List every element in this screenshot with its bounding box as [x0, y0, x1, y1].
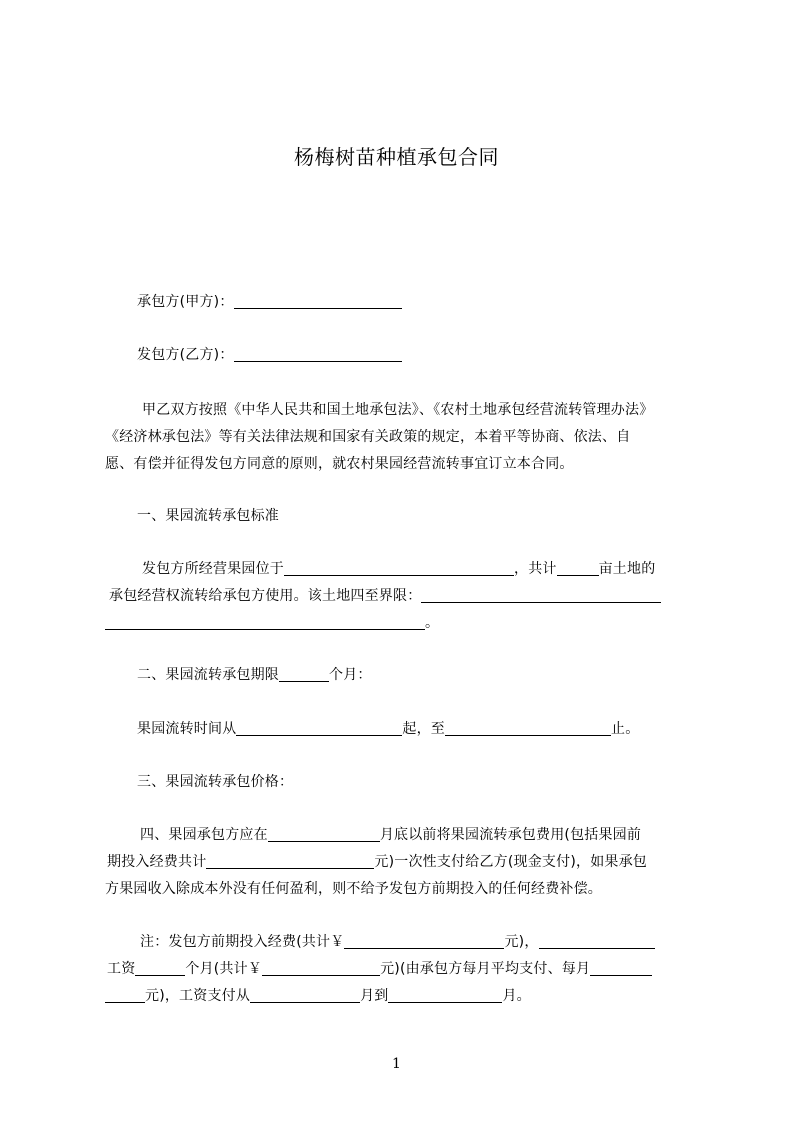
note-text-c: 工资: [107, 961, 136, 977]
page-number: 1: [392, 1056, 401, 1072]
section-4-text-c: 期投入经费共计: [107, 854, 207, 870]
party-b-blank: [234, 347, 402, 362]
section-4-text-d: 元)一次性支付给乙方(现金支付)，如果承包: [374, 854, 647, 870]
party-a-blank: [234, 294, 402, 309]
intro-line-2: 《经济林承包法》等有关法律法规和国家有关政策的规定，本着平等协商、依法、自: [105, 429, 631, 445]
note-investment-blank: [344, 934, 504, 949]
section-1-line-2: [109, 587, 661, 605]
note-extra-blank: [539, 934, 655, 949]
section-4-line-3: 方果园收入除成本外没有任何盈利，则不给予发包方前期投入的任何经费补偿。: [105, 881, 602, 897]
note-text-a: 注：发包方前期投入经费(共计￥: [140, 934, 345, 950]
orchard-location-blank: [284, 561, 514, 576]
party-b-label: 发包方(乙方)：: [137, 347, 234, 363]
note-text-d: 个月(共计￥: [185, 961, 263, 977]
wage-total-blank: [262, 961, 380, 976]
section-1-line-1: [142, 560, 655, 578]
note-line-1: [140, 933, 655, 951]
section-4-line-2: [107, 853, 647, 871]
section-2-heading-text: 二、果园流转承包期限: [137, 667, 279, 683]
section-2-heading: [137, 666, 372, 684]
intro-line-3: 愿、有偿并征得发包方同意的原则，就农村果园经营流转事宜订立本合同。: [105, 456, 574, 472]
investment-total-blank: [206, 854, 374, 869]
section-3-heading: 三、果园流转承包价格：: [137, 774, 294, 790]
party-b-line: [137, 346, 402, 364]
area-mu-blank: [557, 561, 599, 576]
section-1-text-a: 发包方所经营果园位于: [142, 561, 284, 577]
section-1-period: 。: [425, 615, 440, 631]
boundary-blank-2: [105, 615, 425, 630]
section-1-text-c: 亩土地的: [598, 561, 656, 577]
section-2-heading-suffix: 个月：: [329, 667, 372, 683]
note-text-h: 月。: [502, 988, 531, 1004]
section-2-text-b: 起，至: [402, 721, 446, 737]
payment-month-blank: [268, 827, 380, 842]
note-text-b: 元)，: [504, 934, 539, 950]
note-line-2: [107, 960, 652, 978]
section-2-line-1: [137, 720, 639, 738]
section-1-text-b: ，共计: [514, 561, 557, 577]
start-date-blank: [236, 721, 402, 736]
wage-months-blank: [135, 961, 185, 976]
monthly-wage-blank-2: [105, 988, 145, 1003]
note-text-f: 元)，工资支付从: [145, 988, 251, 1004]
monthly-wage-blank-1: [590, 961, 652, 976]
section-1-boundary-label: 承包经营权流转给承包方使用。该土地四至界限：: [109, 588, 422, 604]
wage-start-month-blank: [250, 988, 360, 1003]
note-text-g: 月到: [360, 988, 389, 1004]
section-1-heading: 一、果园流转承包标准: [137, 508, 279, 524]
note-text-e: 元)(由承包方每月平均支付、每月: [380, 961, 591, 977]
party-a-label: 承包方(甲方)：: [137, 294, 234, 310]
section-4-line-1: [140, 826, 641, 844]
section-4-text-b: 月底以前将果园流转承包费用(包括果园前: [379, 827, 642, 843]
section-2-text-a: 果园流转时间从: [137, 721, 237, 737]
note-line-3: [105, 987, 531, 1005]
end-date-blank: [445, 721, 611, 736]
contract-title: 杨梅树苗种植承包合同: [294, 145, 499, 169]
wage-end-month-blank: [388, 988, 502, 1003]
section-4-text-a: 四、果园承包方应在: [140, 827, 268, 843]
section-1-line-3: [105, 614, 439, 632]
party-a-line: [137, 293, 402, 311]
intro-line-1: 甲乙双方按照《中华人民共和国土地承包法》、《农村土地承包经营流转管理办法》: [142, 402, 654, 418]
section-2-text-c: 止。: [611, 721, 640, 737]
boundary-blank-1: [421, 588, 661, 603]
term-months-blank: [279, 667, 329, 682]
